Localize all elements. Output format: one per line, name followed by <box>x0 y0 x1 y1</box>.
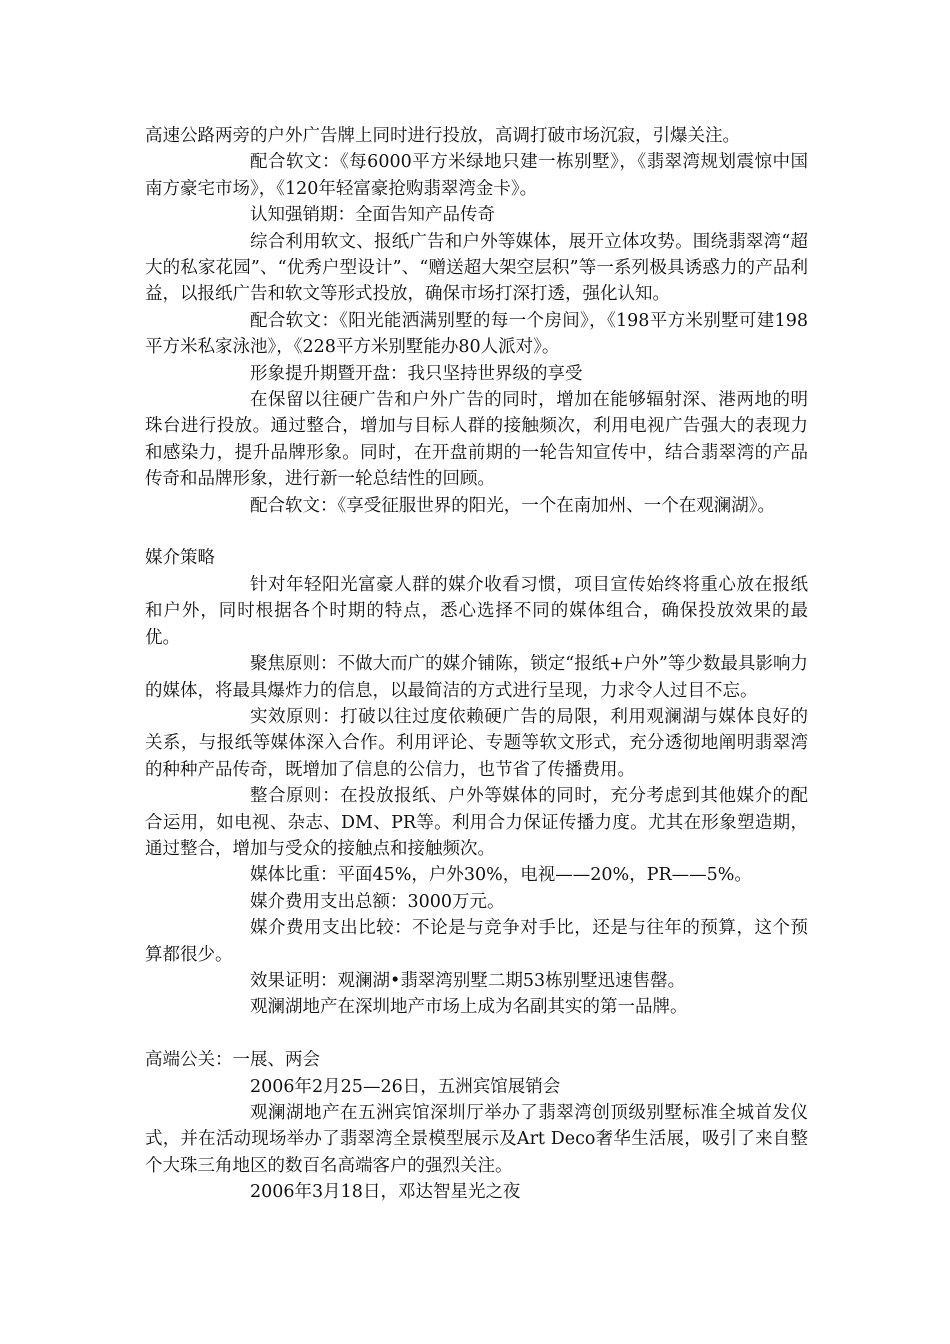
paragraph-awareness-phase-body: 综合利用软文、报纸广告和户外等媒体，展开立体攻势。围绕翡翠湾“超大的私家花园”、“优秀户型设计”、“赠送超大架空层积”等一系列极具诱惑力的产品利益，以报纸广告和软文等形式投放，确保市场打深打透，强化认知。 <box>145 231 808 305</box>
paragraph-focus-principle: 聚焦原则：不做大而广的媒介铺陈，锁定“报纸+户外”等少数最具影响力的媒体，将最具爆炸力的信息，以最简洁的方式进行呈现，力求令人过目不忘。 <box>145 654 808 701</box>
paragraph-image-phase-body: 在保留以往硬广告和户外广告的同时，增加在能够辐射深、港两地的明珠台进行投放。通过整合，增加与目标人群的接触频次，利用电视广告强大的表现力和感染力，提升品牌形象。同时，在开盘前期的一轮告知宣传中，结合翡翠湾的产品传奇和品牌形象，进行新一轮总结性的回顾。 <box>145 390 808 490</box>
section-heading-media-strategy: 媒介策略 <box>145 548 215 569</box>
paragraph-event-date-starlight: 2006年3月18日，邓达智星光之夜 <box>250 1182 521 1203</box>
document-page <box>145 123 808 1206</box>
paragraph-effect-proof: 效果证明：观澜湖•翡翠湾别墅二期53栋别墅迅速售罄。 <box>250 970 686 991</box>
paragraph-media-spend-comparison: 媒介费用支出比较：不论是与竞争对手比，还是与往年的预算，这个预算都很少。 <box>145 918 808 965</box>
paragraph-media-total-spend: 媒介费用支出总额：3000万元。 <box>250 891 505 912</box>
paragraph-brand-result: 观澜湖地产在深圳地产市场上成为名副其实的第一品牌。 <box>250 997 688 1018</box>
paragraph-event-date-wuzhou: 2006年2月25—26日，五洲宾馆展销会 <box>250 1076 561 1097</box>
paragraph-awareness-soft-articles: 配合软文：《阳光能洒满别墅的每一个房间》，《198平方米别墅可建198平方米私家泳池》，《228平方米别墅能办80人派对》。 <box>145 310 808 358</box>
section-heading-high-end-pr: 高端公关：一展、两会 <box>145 1050 320 1071</box>
paragraph-effectiveness-principle: 实效原则：打破以往过度依赖硬广告的局限，利用观澜湖与媒体良好的关系，与报纸等媒体深入合作。利用评论、专题等软文形式，充分透彻地阐明翡翠湾的种种产品传奇，既增加了信息的公信力，也节省了传播费用。 <box>145 706 808 780</box>
paragraph-image-phase-title: 形象提升期暨开盘：我只坚持世界级的享受 <box>250 363 583 384</box>
paragraph-image-soft-articles: 配合软文：《享受征服世界的阳光，一个在南加州、一个在观澜湖》。 <box>250 495 775 516</box>
paragraph-integration-principle: 整合原则：在投放报纸、户外等媒体的同时，充分考虑到其他媒介的配合运用，如电视、杂志、DM、PR等。利用合力保证传播力度。尤其在形象塑造期，通过整合，增加与受众的接触点和接触频次。 <box>145 786 808 859</box>
blank-line <box>145 519 808 545</box>
blank-line <box>145 1021 808 1047</box>
paragraph-awareness-phase-title: 认知强销期：全面告知产品传奇 <box>250 205 495 226</box>
paragraph-media-weighting: 媒体比重：平面45%，户外30%，电视——20%，PR——5%。 <box>250 865 752 886</box>
paragraph-event-wuzhou-body: 观澜湖地产在五洲宾馆深圳厅举办了翡翠湾创顶级别墅标准全城首发仪式，并在活动现场举办了翡翠湾全景模型展示及Art Deco奢华生活展，吸引了来自整个大珠三角地区的数百名高端客户的强烈关注。 <box>145 1103 808 1176</box>
paragraph-billboard-launch: 高速公路两旁的户外广告牌上同时进行投放，高调打破市场沉寂，引爆关注。 <box>145 126 740 146</box>
paragraph-media-strategy-intro: 针对年轻阳光富豪人群的媒介收看习惯，项目宣传始终将重心放在报纸和户外，同时根据各个时期的特点，悉心选择不同的媒体组合，确保投放效果的最优。 <box>145 574 808 648</box>
paragraph-launch-soft-articles: 配合软文：《每6000平方米绿地只建一栋别墅》，《翡翠湾规划震惊中国南方豪宅市场》，《120年轻富豪抢购翡翠湾金卡》。 <box>145 152 808 199</box>
